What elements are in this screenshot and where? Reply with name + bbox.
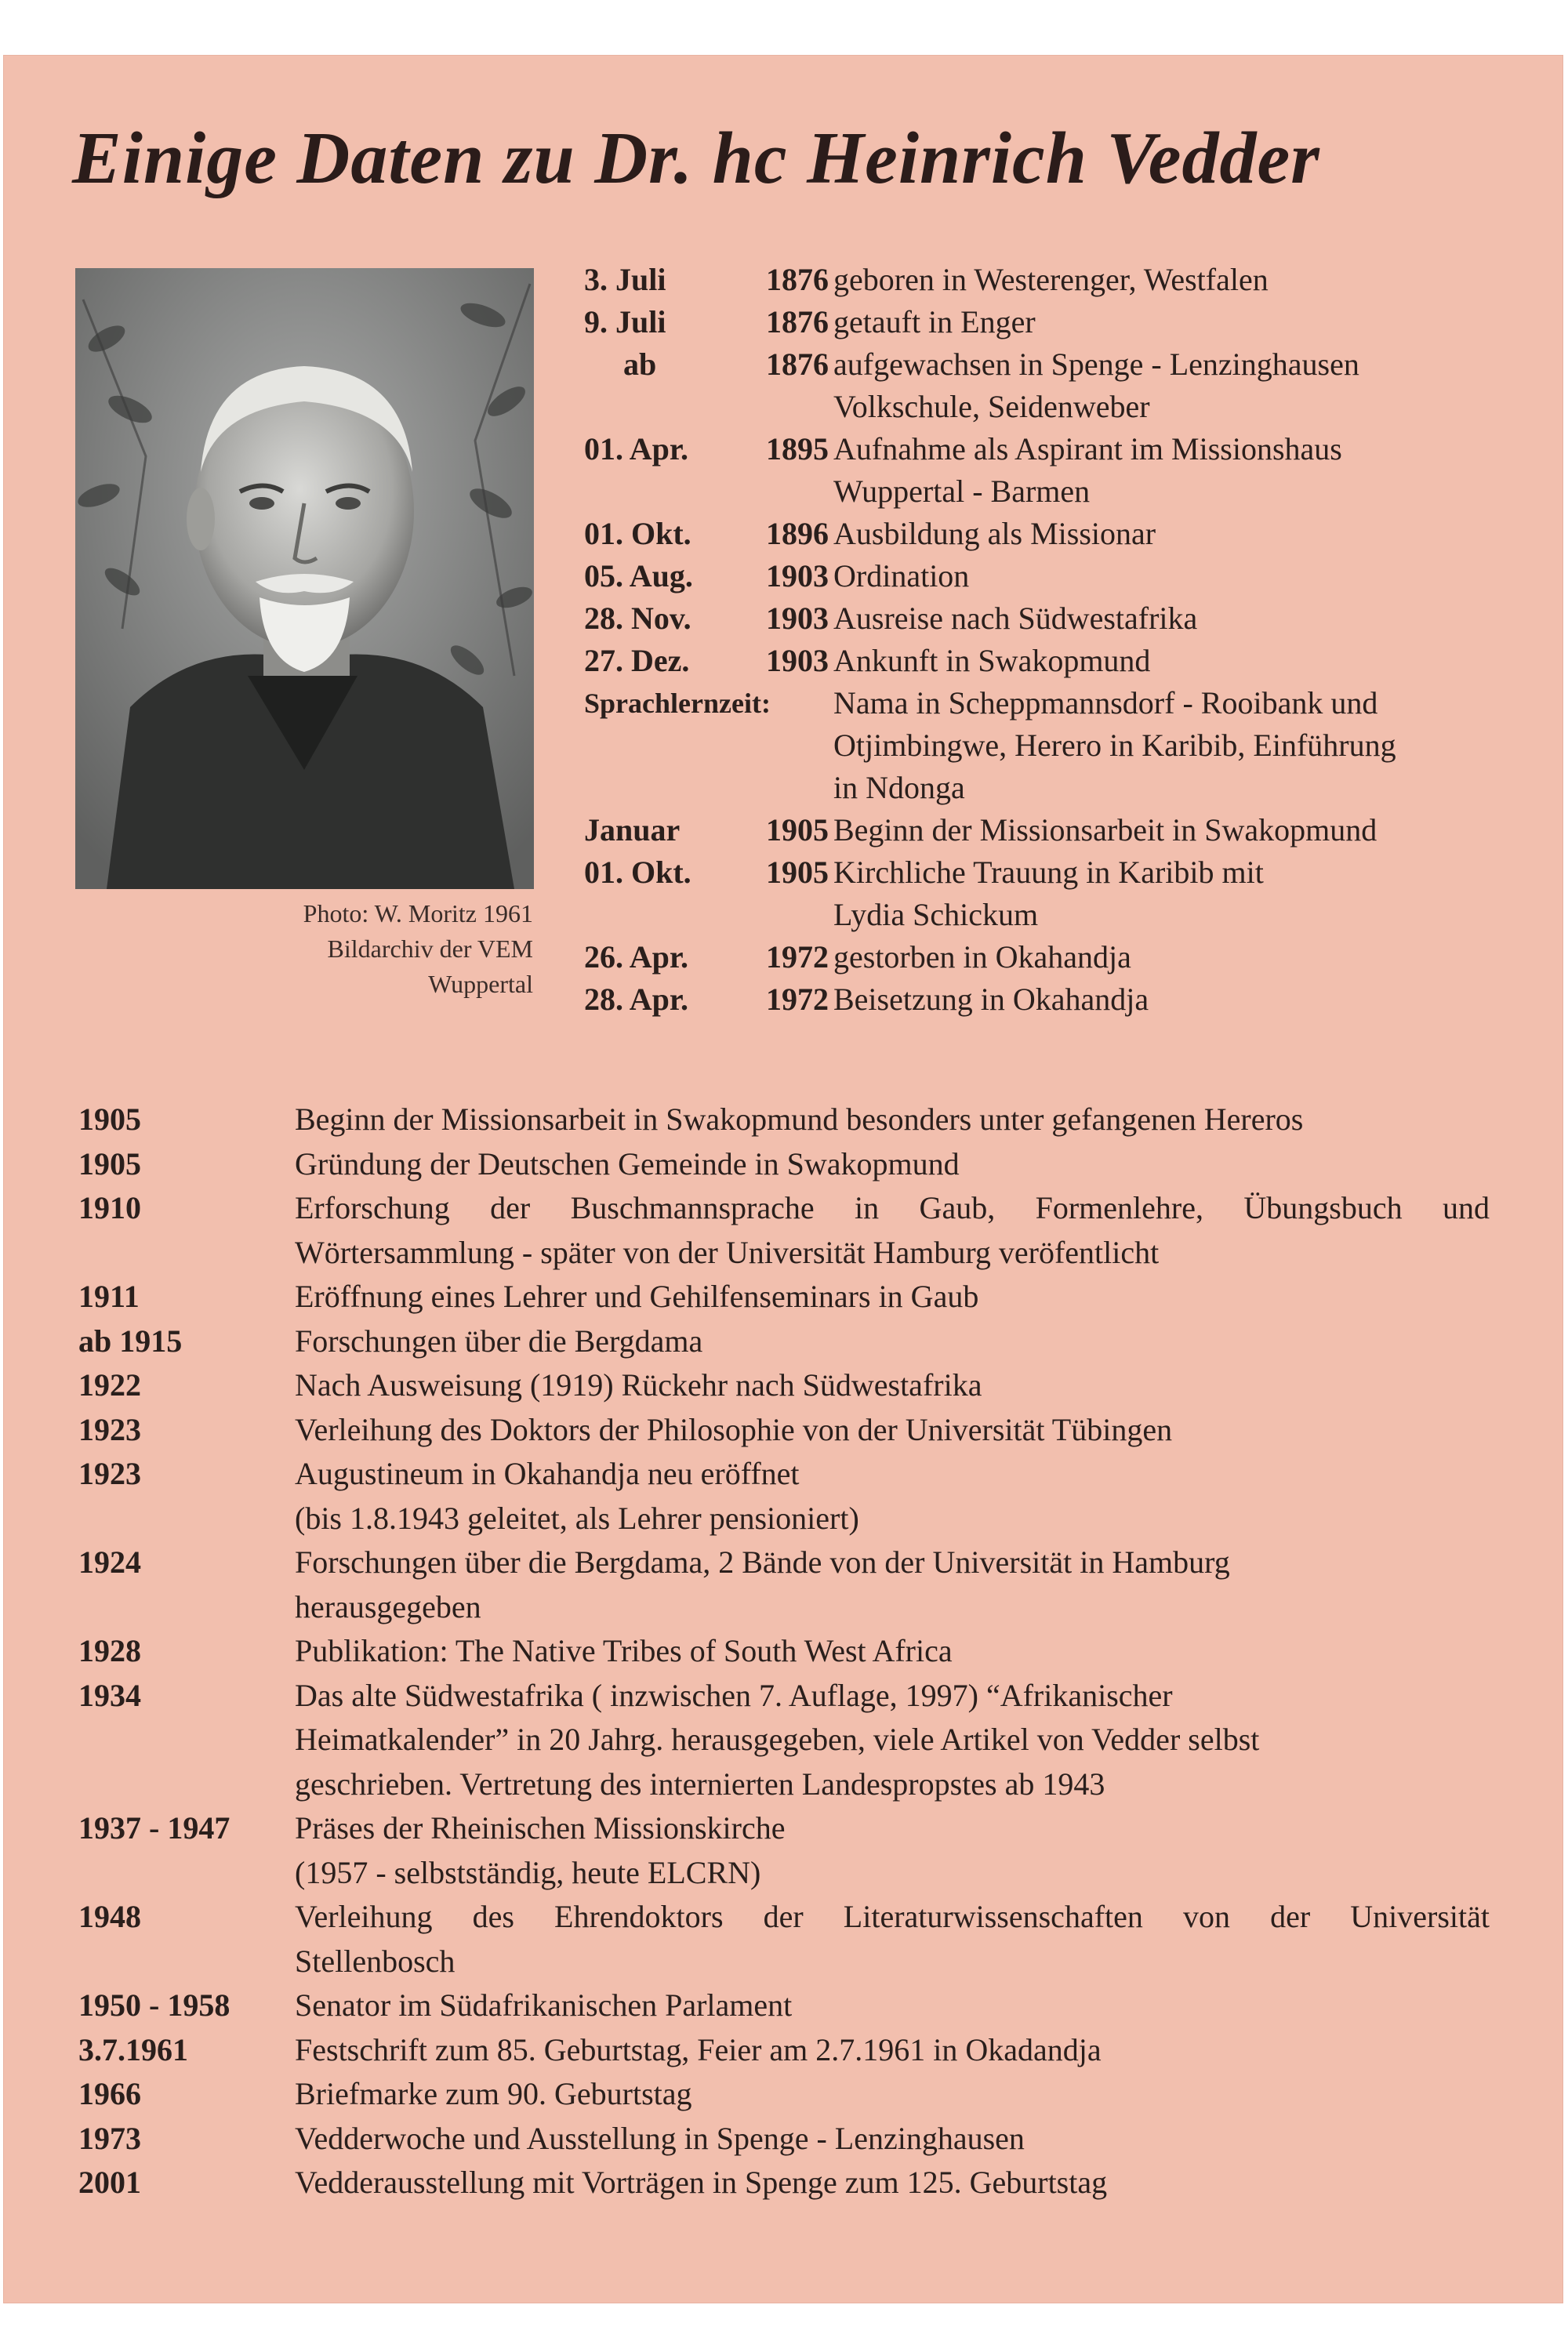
- career-entry: [78, 1142, 1490, 1187]
- entry-year: 1923: [78, 1456, 141, 1491]
- caption-line: Photo: W. Moritz 1961: [303, 899, 533, 927]
- timeline-entry: [584, 978, 1556, 1021]
- photo-caption: [157, 896, 533, 1002]
- career-entry: [78, 2161, 1490, 2205]
- entry-date: 26. Apr. 1972: [584, 939, 829, 975]
- entry-description: Ankunft in Swakopmund: [833, 643, 1151, 678]
- entry-year: 1928: [78, 1633, 141, 1668]
- entry-year: 1924: [78, 1544, 141, 1580]
- page-title: Einige Daten zu Dr. hc Heinrich Vedder: [72, 118, 1320, 199]
- entry-description: Briefmarke zum 90. Geburtstag: [295, 2076, 692, 2111]
- entry-description: Nama in Scheppmannsdorf - Rooibank und Otjimbingwe, Herero in Karibib, Einführung in Ndonga: [833, 685, 1396, 805]
- entry-description: aufgewachsen in Spenge - Lenzinghausen Volkschule, Seidenweber: [833, 347, 1359, 424]
- entry-year: 1934: [78, 1677, 141, 1713]
- entry-description: Verleihung des Ehrendoktors der Literaturwissenschaften von der Universität Stellenbosch: [295, 1899, 1490, 1979]
- entry-date: Januar 1905: [584, 812, 829, 848]
- entry-description: Ausbildung als Missionar: [833, 516, 1156, 551]
- timeline-entry: [584, 513, 1556, 555]
- entry-description: Aufnahme als Aspirant im Missionshaus Wuppertal - Barmen: [833, 431, 1342, 509]
- entry-year: 1948: [78, 1899, 141, 1934]
- caption-line: Wuppertal: [428, 970, 533, 998]
- entry-date: Sprachlernzeit:: [584, 688, 771, 719]
- entry-description: geboren in Westerenger, Westfalen: [833, 262, 1269, 297]
- career-entry: [78, 1452, 1490, 1541]
- timeline-entry: [584, 555, 1556, 597]
- career-entry: [78, 2117, 1490, 2161]
- career-entry: [78, 1408, 1490, 1453]
- entry-description: Forschungen über die Bergdama: [295, 1323, 703, 1359]
- timeline-entry: [584, 597, 1556, 640]
- entry-description: Präses der Rheinischen Missionskirche (1957 - selbstständig, heute ELCRN): [295, 1810, 786, 1890]
- entry-date: 28. Apr. 1972: [584, 982, 829, 1017]
- entry-year: ab 1915: [78, 1323, 183, 1359]
- entry-description: Beisetzung in Okahandja: [833, 982, 1149, 1017]
- entry-description: Das alte Südwestafrika ( inzwischen 7. Auflage, 1997) “Afrikanischer Heimatkalender” in 20 Jahrg. herausgegeben, viele Artikel von Vedder selbst geschrieben. Vertretung des internierten Landespropstes ab 1943: [295, 1677, 1260, 1802]
- entry-description: Forschungen über die Bergdama, 2 Bände von der Universität in Hamburg herausgegeben: [295, 1544, 1230, 1624]
- entry-year: 1911: [78, 1279, 140, 1314]
- career-entry: [78, 1186, 1490, 1275]
- career-entry: [78, 2072, 1490, 2117]
- entry-description: Nach Ausweisung (1919) Rückehr nach Südwestafrika: [295, 1367, 982, 1403]
- timeline-entry: [584, 259, 1556, 301]
- entry-date: 28. Nov. 1903: [584, 601, 829, 636]
- entry-description: Gründung der Deutschen Gemeinde in Swakopmund: [295, 1145, 960, 1181]
- entry-year: 1973: [78, 2120, 141, 2156]
- entry-description: Beginn der Missionsarbeit in Swakopmund: [833, 812, 1377, 848]
- portrait-image: [75, 268, 534, 889]
- personal-timeline: [584, 259, 1556, 1021]
- entry-date: ab 1876: [623, 347, 829, 382]
- timeline-entry: [584, 851, 1556, 936]
- career-entry: [78, 1098, 1490, 1142]
- career-entry: [78, 2028, 1490, 2073]
- career-timeline: [78, 1098, 1490, 2205]
- entry-description: Ordination: [833, 558, 970, 593]
- timeline-entry: [584, 343, 1556, 428]
- timeline-entry: [584, 809, 1556, 851]
- entry-description: getauft in Enger: [833, 304, 1036, 339]
- entry-description: Ausreise nach Südwestafrika: [833, 601, 1198, 636]
- entry-year: 1905: [78, 1145, 141, 1181]
- entry-date: 9. Juli 1876: [584, 304, 829, 339]
- entry-year: 1937 - 1947: [78, 1810, 230, 1846]
- entry-year: 1922: [78, 1367, 141, 1403]
- caption-line: Bildarchiv der VEM: [327, 935, 533, 963]
- entry-description: Verleihung des Doktors der Philosophie von der Universität Tübingen: [295, 1411, 1173, 1447]
- entry-description: Eröffnung eines Lehrer und Gehilfenseminars in Gaub: [295, 1279, 979, 1314]
- career-entry: [78, 1895, 1490, 1984]
- entry-year: 3.7.1961: [78, 2031, 188, 2067]
- timeline-entry: [584, 682, 1556, 809]
- entry-year: 1910: [78, 1190, 141, 1225]
- entry-year: 1905: [78, 1102, 141, 1137]
- entry-date: 01. Apr. 1895: [584, 431, 829, 466]
- entry-description: Publikation: The Native Tribes of South West Africa: [295, 1633, 953, 1668]
- entry-year: 1966: [78, 2076, 141, 2111]
- entry-date: 3. Juli 1876: [584, 262, 829, 297]
- entry-date: 01. Okt. 1905: [584, 855, 829, 890]
- entry-description: Erforschung der Buschmannsprache in Gaub, Formenlehre, Übungsbuch und Wörtersammlung - später von der Universität Hamburg veröfentlicht: [295, 1190, 1490, 1270]
- entry-year: 1923: [78, 1411, 141, 1447]
- entry-description: Beginn der Missionsarbeit in Swakopmund besonders unter gefangenen Hereros: [295, 1102, 1304, 1137]
- career-entry: [78, 1806, 1490, 1895]
- timeline-entry: [584, 640, 1556, 682]
- entry-date: 01. Okt. 1896: [584, 516, 829, 551]
- entry-description: Vedderausstellung mit Vorträgen in Spenge zum 125. Geburtstag: [295, 2165, 1108, 2200]
- entry-description: Augustineum in Okahandja neu eröffnet (bis 1.8.1943 geleitet, als Lehrer pensioniert): [295, 1456, 859, 1536]
- entry-year: 1950 - 1958: [78, 1987, 230, 2023]
- timeline-entry: [584, 428, 1556, 513]
- career-entry: [78, 1275, 1490, 1319]
- career-entry: [78, 1984, 1490, 2028]
- entry-description: Festschrift zum 85. Geburtstag, Feier am 2.7.1961 in Okadandja: [295, 2031, 1102, 2067]
- entry-description: Kirchliche Trauung in Karibib mit Lydia Schickum: [833, 855, 1264, 932]
- career-entry: [78, 1319, 1490, 1364]
- entry-year: 2001: [78, 2165, 141, 2200]
- entry-description: Vedderwoche und Ausstellung in Spenge - Lenzinghausen: [295, 2120, 1025, 2156]
- entry-date: 05. Aug. 1903: [584, 558, 829, 593]
- career-entry: [78, 1674, 1490, 1807]
- career-entry: [78, 1629, 1490, 1674]
- entry-description: Senator im Südafrikanischen Parlament: [295, 1987, 793, 2023]
- portrait-photo: [75, 268, 534, 889]
- timeline-entry: [584, 936, 1556, 978]
- timeline-entry: [584, 301, 1556, 343]
- career-entry: [78, 1541, 1490, 1629]
- entry-description: gestorben in Okahandja: [833, 939, 1131, 975]
- career-entry: [78, 1363, 1490, 1408]
- entry-date: 27. Dez. 1903: [584, 643, 829, 678]
